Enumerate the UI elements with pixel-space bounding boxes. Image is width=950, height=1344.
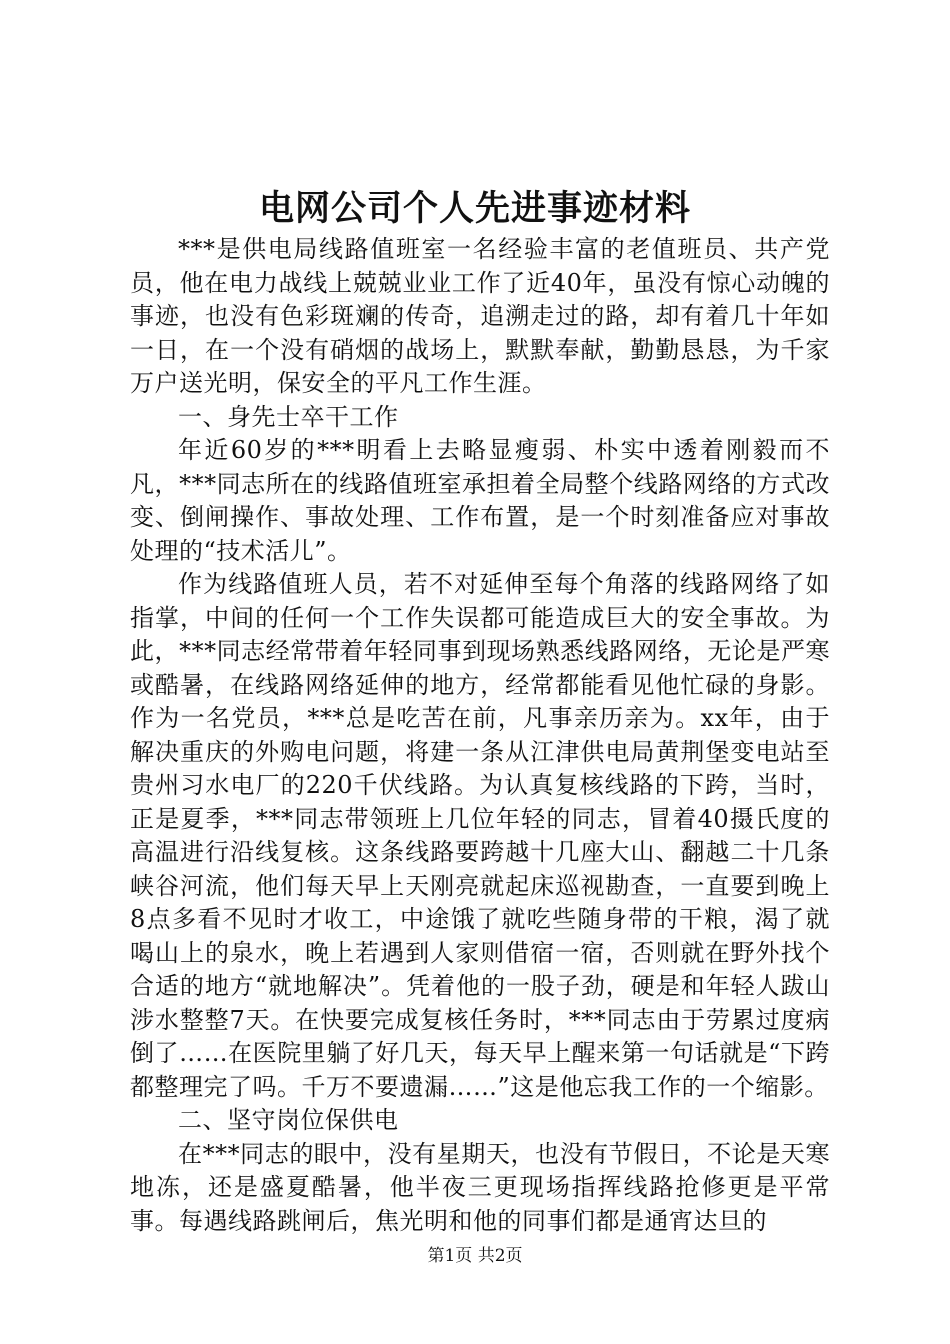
section-heading-1: 一、身先士卒干工作 <box>178 402 399 431</box>
document-body <box>130 233 830 1238</box>
document-title: 电网公司个人先进事迹材料 <box>258 188 691 229</box>
body-paragraph: 在***同志的眼中，没有星期天，也没有节假日，不论是天寒地冻，还是盛夏酷暑，他半夜三更现场指挥线路抢修更是平常事。每遇线路跳闸后，焦光明和他的同事们都是通宵达旦的 <box>130 1139 830 1235</box>
body-paragraph: 年近60岁的***明看上去略显瘦弱、朴实中透着刚毅而不凡，***同志所在的线路值班室承担着全局整个线路网络的方式改变、倒闸操作、事故处理、工作布置，是一个时刻准备应对事故处理的“技术活儿”。 <box>130 436 830 565</box>
intro-paragraph: ***是供电局线路值班室一名经验丰富的老值班员、共产党员，他在电力战线上兢兢业业工作了近40年，虽没有惊心动魄的事迹，也没有色彩斑斓的传奇，追溯走过的路，却有着几十年如一日，在一个没有硝烟的战场上，默默奉献，勤勤恳恳，为千家万户送光明，保安全的平凡工作生涯。 <box>130 235 830 397</box>
body-paragraph: 作为线路值班人员，若不对延伸至每个角落的线路网络了如指掌，中间的任何一个工作失误都可能造成巨大的安全事故。为此，***同志经常带着年轻同事到现场熟悉线路网络，无论是严寒或酷暑，在线路网络延伸的地方，经常都能看见他忙碌的身影。作为一名党员，***总是吃苦在前，凡事亲历亲为。xx年，由于解决重庆的外购电问题，将建一条从江津供电局黄荆堡变电站至贵州习水电厂的220千伏线路。为认真复核线路的下跨，当时，正是夏季，***同志带领班上几位年轻的同志，冒着40摄氏度的高温进行沿线复核。这条线路要跨越十几座大山、翻越二十几条峡谷河流，他们每天早上天刚亮就起床巡视勘查，一直要到晚上8点多看不见时才收工，中途饿了就吃些随身带的干粮，渴了就喝山上的泉水，晚上若遇到人家则借宿一宿，否则就在野外找个合适的地方“就地解决”。凭着他的一股子劲，硬是和年轻人跋山涉水整整7天。在快要完成复核任务时，***同志由于劳累过度病倒了……在医院里躺了好几天，每天早上醒来第一句话就是“下跨都整理完了吗。千万不要遗漏……”这是他忘我工作的一个缩影。 <box>130 570 830 1101</box>
section-heading-2: 二、坚守岗位保供电 <box>178 1106 399 1134</box>
page-footer: 第1页 共2页 <box>427 1246 523 1266</box>
